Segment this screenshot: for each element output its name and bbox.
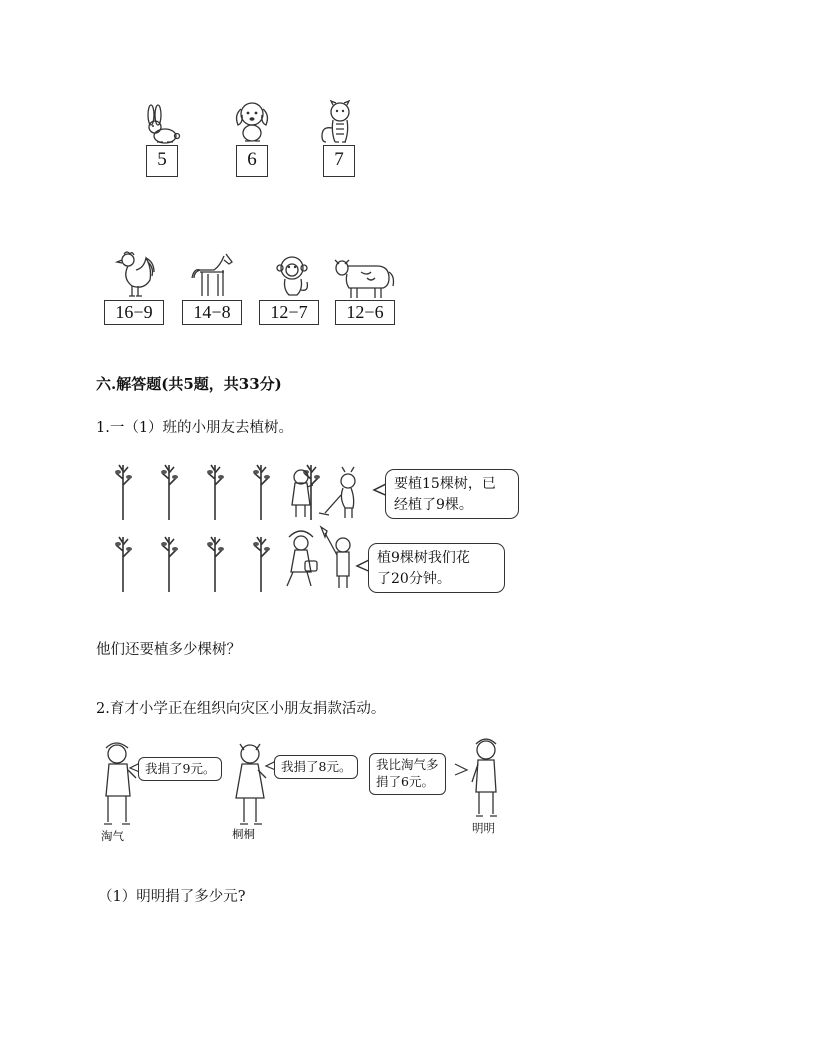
expression-box: 12−6 bbox=[335, 300, 395, 325]
expression-box: 16−9 bbox=[104, 300, 164, 325]
boy-mingming-figure bbox=[466, 736, 506, 820]
number-box: 7 bbox=[323, 145, 355, 177]
question-1-prompt: 1.一（1）班的小朋友去植树。 bbox=[96, 420, 294, 436]
puppy-icon bbox=[230, 100, 274, 144]
question-2-prompt: 2.育才小学正在组织向灾区小朋友捐款活动。 bbox=[96, 701, 386, 717]
rooster-icon bbox=[110, 250, 158, 300]
number-box: 6 bbox=[236, 145, 268, 177]
bubble-line: 捐了6元。 bbox=[376, 774, 434, 789]
question-1-ask: 他们还要植多少棵树？ bbox=[96, 642, 241, 658]
monkey-icon bbox=[272, 254, 312, 300]
name-label-taoqi: 淘气 bbox=[101, 829, 124, 843]
cow-icon bbox=[333, 254, 395, 300]
rabbit-icon bbox=[141, 103, 181, 145]
speech-bubble bbox=[385, 469, 519, 519]
tree-planting-illustration bbox=[105, 455, 375, 600]
speech-bubble bbox=[368, 543, 505, 593]
section-title: 六.解答题(共5题，共33分) bbox=[96, 375, 282, 393]
speech-bubble: 我捐了9元。 bbox=[138, 757, 222, 781]
horse-icon bbox=[190, 250, 238, 300]
expression-box: 12−7 bbox=[259, 300, 319, 325]
bubble-line: 经植了9棵。 bbox=[394, 497, 473, 513]
bubble-line: 了20分钟。 bbox=[377, 571, 451, 587]
speech-bubble-tail bbox=[453, 762, 469, 778]
speech-bubble bbox=[369, 753, 446, 795]
girl-tongtong-figure bbox=[230, 740, 270, 828]
name-label-tongtong: 桐桐 bbox=[232, 827, 255, 841]
name-label-mingming: 明明 bbox=[472, 821, 495, 835]
number-box: 5 bbox=[146, 145, 178, 177]
bubble-line: 要植15棵树，已 bbox=[394, 476, 496, 492]
speech-bubble: 我捐了8元。 bbox=[274, 755, 358, 779]
tiger-icon bbox=[318, 100, 358, 146]
boy-taoqi-figure bbox=[98, 740, 138, 828]
bubble-line: 我比淘气多 bbox=[376, 757, 439, 772]
bubble-line: 植9棵树我们花 bbox=[377, 550, 470, 566]
expression-box: 14−8 bbox=[182, 300, 242, 325]
question-2-sub-1: （1）明明捐了多少元? bbox=[98, 889, 246, 905]
